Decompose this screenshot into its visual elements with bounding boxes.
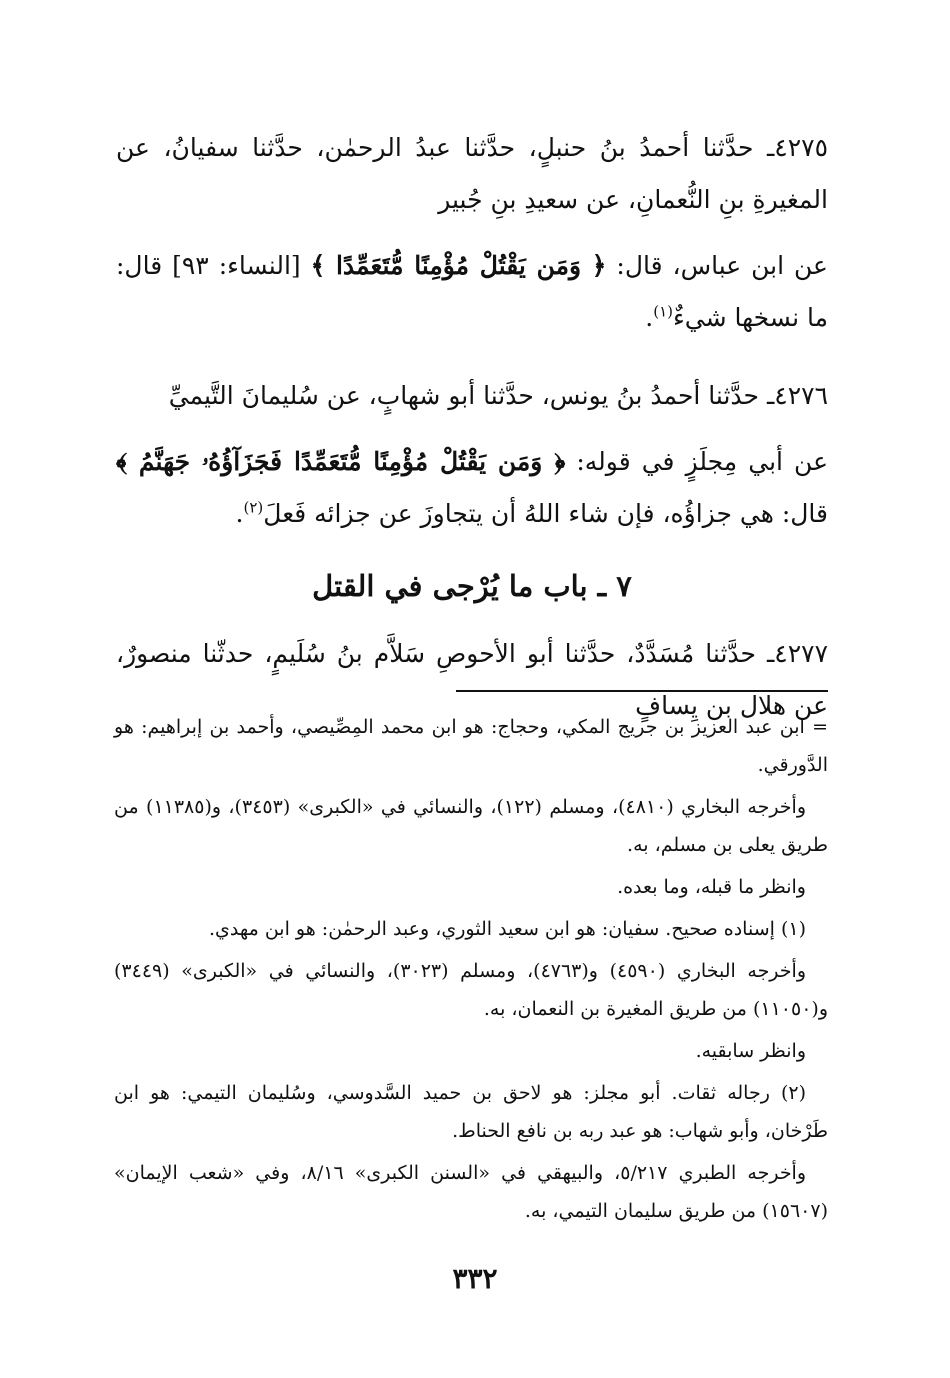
footnote-paragraph: وانظر ما قبله، وما بعده. <box>617 876 806 898</box>
footnote-ref-2[interactable]: (٢) <box>243 498 264 517</box>
hadith-4276-end: . <box>235 499 244 528</box>
footnote-paragraph: وأخرجه البخاري (٤٥٩٠) و(٤٧٦٣)، ومسلم (٣٠٢٣)، والنسائي في «الكبرى» (٣٤٤٩) و(١١٠٥٠) من طريق المغيرة بن النعمان، به. <box>114 960 828 1020</box>
footnote-paragraph: وأخرجه الطبري ٥/٢١٧، والبيهقي في «السنن الكبرى» ٨/١٦، وفي «شعب الإيمان» (١٥٦٠٧) من طريق سليمان التيمي، به. <box>114 1162 828 1222</box>
footnote-divider <box>456 690 828 692</box>
hadith-4276-text-b: قال: هي جزاؤُه، فإن شاء اللهُ أن يتجاوزَ عن جزائه فَعلَ <box>263 499 828 528</box>
quran-verse: ﴿ وَمَن يَقْتُلْ مُؤْمِنًا مُّتَعَمِّدًا ﴾ <box>310 251 607 280</box>
footnotes <box>114 708 828 1230</box>
hadith-4276-chain: ٤٢٧٦ـ حدَّثنا أحمدُ بنُ يونس، حدَّثنا أبو شهابٍ، عن سُليمانَ التَّيميِّ <box>168 381 828 410</box>
hadith-4275-chain: ٤٢٧٥ـ حدَّثنا أحمدُ بنُ حنبلٍ، حدَّثنا عبدُ الرحمٰن، حدَّثنا سفيانُ، عن المغيرةِ بنِ النُّعمانِ، عن سعيدِ بنِ جُبير <box>116 133 828 214</box>
main-text <box>116 122 828 732</box>
hadith-4276-text-a: عن أبي مِجلَزٍ في قوله: <box>565 447 828 476</box>
quran-verse: ﴿ وَمَن يَقْتُلْ مُؤْمِنًا مُّتَعَمِّدًا فَجَزَآؤُهُۥ جَهَنَّمُ ﴾ <box>116 447 566 476</box>
footnote-1: (١) إسناده صحيح. سفيان: هو ابن سعيد الثوري، وعبد الرحمٰن: هو ابن مهدي. <box>208 918 806 940</box>
chapter-title: ٧ ـ باب ما يُرْجى في القتل <box>312 569 632 603</box>
footnote-paragraph: وأخرجه البخاري (٤٨١٠)، ومسلم (١٢٢)، والنسائي في «الكبرى» (٣٤٥٣)، و(١١٣٨٥) من طريق يعلى بن مسلم، به. <box>114 796 828 856</box>
hadith-4277-chain: ٤٢٧٧ـ حدَّثنا مُسَدَّدٌ، حدَّثنا أبو الأحوصِ سَلاَّم بنُ سُلَيمٍ، حدثّنا منصورٌ، عن هلال بن يِسافٍ <box>116 639 828 720</box>
page-number: ٣٣٢ <box>452 1262 498 1295</box>
footnote-paragraph: وانظر سابقيه. <box>695 1040 806 1062</box>
footnote-2: (٢) رجاله ثقات. أبو مجلز: هو لاحق بن حميد السَّدوسي، وسُليمان التيمي: هو ابن طَرْخان، وأبو شهاب: هو عبد ربه بن نافع الحناط. <box>114 1082 828 1142</box>
hadith-4275-end: . <box>645 303 654 332</box>
footnote-continuation: = ابن عبد العزيز بن جريج المكي، وحجاج: هو ابن محمد المِصِّيصي، وأحمد بن إبراهيم: هو الدَّورقي. <box>114 716 828 776</box>
hadith-4276-text <box>116 436 828 540</box>
footnote-ref-1[interactable]: (١) <box>653 302 674 321</box>
hadith-4275-text <box>116 240 828 344</box>
hadith-4275-text-b: [النساء: ٩٣] قال: ما نسخها شيءٌ <box>116 251 828 332</box>
hadith-4275-text-a: عن ابن عباس، قال: <box>606 251 828 280</box>
